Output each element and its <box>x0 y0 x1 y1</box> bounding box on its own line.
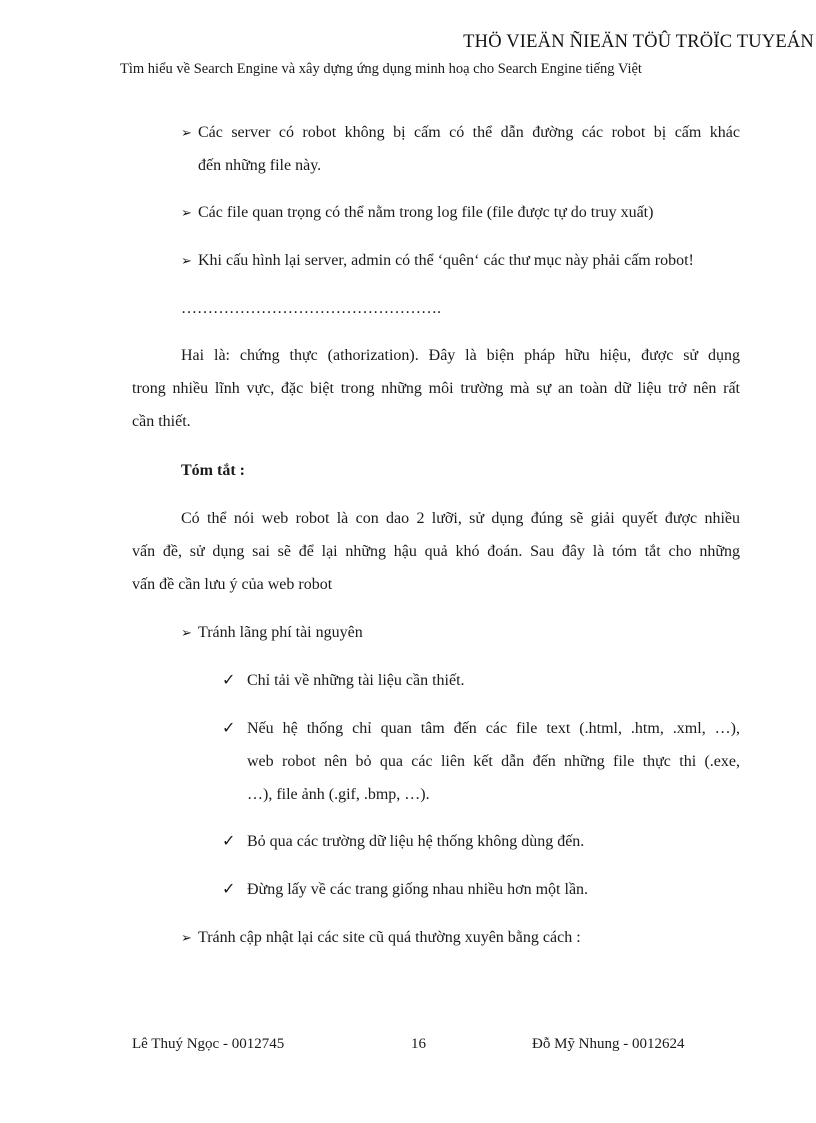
paragraph-line: Có thể nói web robot là con dao 2 lưỡi, sử dụng đúng sẽ giải quyết được nhiều <box>181 510 740 527</box>
section-heading: Tóm tắt : <box>181 462 245 479</box>
paragraph-line: vấn đề, sử dụng sai sẽ để lại những hậu quả khó đoán. Sau đây là tóm tắt cho những <box>132 543 740 560</box>
library-watermark: THÖ VIEÄN ÑIEÄN TÖÛ TRÖÏC TUYEÁN <box>463 32 814 52</box>
arrow-bullet-icon: ➢ <box>181 930 192 945</box>
checkmark-icon: ✓ <box>222 672 236 689</box>
checkmark-icon: ✓ <box>222 833 236 850</box>
check-item-continuation: …), file ảnh (.gif, .bmp, …). <box>247 786 430 803</box>
arrow-bullet-icon: ➢ <box>181 253 192 268</box>
paragraph-line: vấn đề cần lưu ý của web robot <box>132 576 333 593</box>
document-subtitle: Tìm hiểu về Search Engine và xây dựng ứng dụng minh hoạ cho Search Engine tiếng Việt <box>120 61 642 77</box>
paragraph-line: trong nhiều lĩnh vực, đặc biệt trong những môi trường mà sự an toàn dữ liệu trở nên rất <box>132 380 740 397</box>
bullet-item: ➢ Khi cấu hình lại server, admin có thể ‘quên‘ các thư mục này phải cấm robot! <box>181 252 694 269</box>
checkmark-icon: ✓ <box>222 881 236 898</box>
check-item-continuation: web robot nên bỏ qua các liên kết dẫn đến những file thực thi (.exe, <box>247 753 740 770</box>
bullet-item: ➢ Tránh lãng phí tài nguyên <box>181 624 363 641</box>
arrow-bullet-icon: ➢ <box>181 125 192 140</box>
footer-author-left: Lê Thuý Ngọc - 0012745 <box>132 1036 285 1052</box>
bullet-item-continuation: đến những file này. <box>198 157 322 174</box>
bullet-item: ➢ Các server có robot không bị cấm có thể dẫn đường các robot bị cấm khác <box>181 124 740 141</box>
ellipsis-line: …………………………………………. <box>181 300 441 317</box>
arrow-bullet-icon: ➢ <box>181 205 192 220</box>
bullet-item: ➢ Các file quan trọng có thể nằm trong log file (file được tự do truy xuất) <box>181 204 654 221</box>
paragraph-line: Hai là: chứng thực (athorization). Đây là biện pháp hữu hiệu, được sử dụng <box>181 347 740 364</box>
footer-author-right: Đỗ Mỹ Nhung - 0012624 <box>532 1036 685 1052</box>
check-item: ✓ Bỏ qua các trường dữ liệu hệ thống không dùng đến. <box>222 833 585 850</box>
bullet-item: ➢ Tránh cập nhật lại các site cũ quá thường xuyên bằng cách : <box>181 929 581 946</box>
arrow-bullet-icon: ➢ <box>181 625 192 640</box>
check-item: ✓ Chỉ tải về những tài liệu cần thiết. <box>222 672 465 689</box>
page-number: 16 <box>411 1036 426 1052</box>
check-item: ✓ Đừng lấy về các trang giống nhau nhiều hơn một lần. <box>222 881 589 898</box>
check-item: ✓ Nếu hệ thống chỉ quan tâm đến các file text (.html, .htm, .xml, …), <box>222 720 740 737</box>
checkmark-icon: ✓ <box>222 720 236 737</box>
paragraph-line: cần thiết. <box>132 413 191 430</box>
